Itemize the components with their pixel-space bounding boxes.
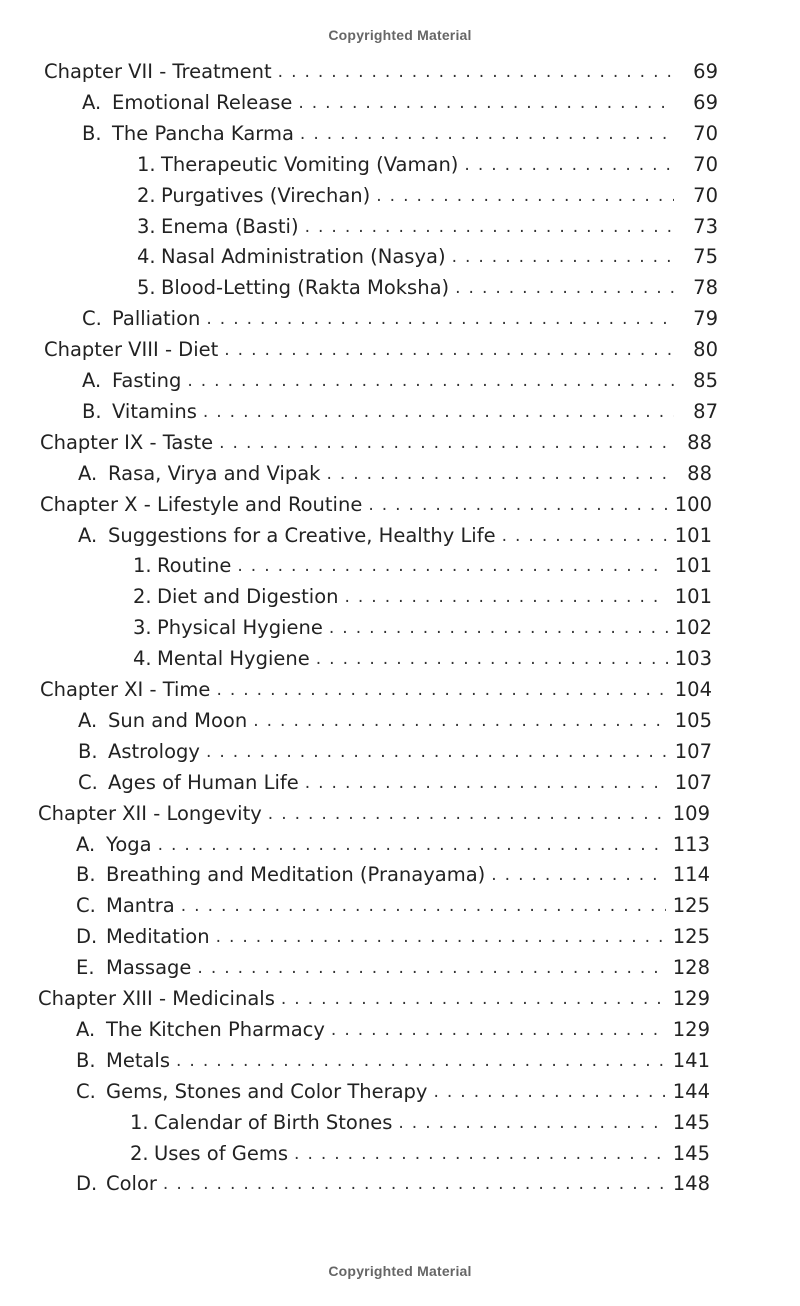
- toc-entry-page-number: 125: [666, 925, 710, 949]
- dot-leader: [368, 493, 668, 517]
- toc-entry-marker: D.: [76, 1172, 98, 1196]
- dot-leader: [219, 431, 668, 455]
- toc-entry-title: Routine: [157, 554, 232, 578]
- toc-entry-page-number: 128: [666, 956, 710, 980]
- toc-entry-page-number: 104: [668, 678, 712, 702]
- toc-entry: [40, 671, 712, 702]
- dot-leader: [298, 91, 674, 115]
- toc-entry: [76, 1073, 710, 1104]
- toc-entry-marker: A.: [76, 832, 96, 856]
- toc-entry-marker: B.: [76, 863, 96, 887]
- dot-leader: [281, 987, 666, 1011]
- toc-entry-title: Mental Hygiene: [157, 647, 310, 671]
- toc-entry-marker: B.: [76, 1048, 96, 1072]
- dot-leader: [216, 678, 668, 702]
- copyright-banner-top: Copyrighted Material: [328, 27, 472, 43]
- toc-entry-label: [137, 153, 464, 177]
- toc-entry-page-number: 70: [674, 184, 718, 208]
- dot-leader: [197, 956, 666, 980]
- toc-entry-label: [137, 184, 376, 208]
- toc-entry-title: Emotional Release: [112, 90, 293, 114]
- dot-leader: [464, 153, 674, 177]
- toc-entry-marker: 4.: [133, 647, 152, 671]
- toc-entry-title: Purgatives (Virechan): [161, 183, 371, 207]
- toc-entry-page-number: 78: [674, 276, 718, 300]
- toc-entry-label: [44, 60, 278, 84]
- toc-entry-label: [44, 338, 224, 362]
- toc-entry-title: Mantra: [106, 894, 175, 918]
- toc-entry-marker: D.: [76, 925, 98, 949]
- toc-entry-title: Chapter XI - Time: [40, 678, 211, 701]
- toc-entry-page-number: 109: [666, 802, 710, 826]
- dot-leader: [305, 771, 668, 795]
- toc-entry: [44, 53, 718, 84]
- toc-entry-marker: 1.: [137, 152, 156, 176]
- toc-entry-label: [82, 369, 187, 393]
- dot-leader: [216, 925, 666, 949]
- toc-entry-title: Chapter X - Lifestyle and Routine: [40, 492, 363, 516]
- toc-entry: [133, 547, 712, 578]
- toc-entry: [76, 826, 710, 857]
- toc-entry-marker: B.: [82, 399, 102, 423]
- dot-leader: [253, 709, 668, 733]
- toc-entry: [130, 1135, 710, 1166]
- dot-leader: [452, 245, 674, 269]
- toc-entry-page-number: 73: [674, 215, 718, 239]
- toc-entry: [76, 856, 710, 887]
- toc-entry: [82, 362, 718, 393]
- toc-entry-marker: A.: [78, 708, 98, 732]
- toc-entry: [137, 146, 718, 177]
- dot-leader: [176, 1049, 666, 1073]
- toc-entry-label: [78, 771, 305, 795]
- toc-entry: [133, 609, 712, 640]
- toc-entry-page-number: 102: [668, 616, 712, 640]
- toc-entry-page-number: 79: [674, 307, 718, 331]
- dot-leader: [237, 554, 668, 578]
- toc-entry-label: [133, 616, 329, 640]
- toc-entry-label: [82, 91, 298, 115]
- toc-entry-marker: B.: [82, 121, 102, 145]
- toc-entry-page-number: 101: [668, 554, 712, 578]
- toc-entry-title: Therapeutic Vomiting (Vaman): [161, 152, 459, 176]
- toc-entry-label: [82, 122, 300, 146]
- toc-entry: [76, 1165, 710, 1196]
- toc-entry-page-number: 141: [666, 1049, 710, 1073]
- toc-entry-label: [76, 1018, 331, 1042]
- toc-entry-label: [38, 987, 281, 1011]
- toc-entry-title: Uses of Gems: [154, 1141, 289, 1165]
- toc-entry-label: [76, 956, 197, 980]
- dot-leader: [158, 833, 666, 857]
- dot-leader: [305, 215, 674, 239]
- toc-entry-label: [137, 215, 305, 239]
- toc-entry-label: [38, 802, 268, 826]
- toc-entry-page-number: 70: [674, 122, 718, 146]
- toc-entry: [76, 949, 710, 980]
- dot-leader: [187, 369, 674, 393]
- toc-entry-title: Massage: [106, 956, 192, 980]
- toc-entry-page-number: 105: [668, 709, 712, 733]
- toc-entry: [78, 764, 712, 795]
- toc-entry-label: [82, 307, 206, 331]
- toc-entry-page-number: 69: [674, 60, 718, 84]
- toc-entry-label: [133, 554, 237, 578]
- toc-entry-title: Diet and Digestion: [157, 585, 339, 609]
- dot-leader: [294, 1142, 666, 1166]
- dot-leader: [331, 1018, 666, 1042]
- toc-entry-title: Chapter IX - Taste: [40, 430, 214, 454]
- toc-entry: [137, 208, 718, 239]
- toc-entry-label: [133, 647, 316, 671]
- toc-entry-page-number: 107: [668, 771, 712, 795]
- toc-entry-label: [76, 894, 181, 918]
- toc-entry: [133, 578, 712, 609]
- dot-leader: [206, 307, 674, 331]
- toc-entry-page-number: 88: [668, 462, 712, 486]
- toc-entry-page-number: 107: [668, 740, 712, 764]
- toc-entry: [76, 918, 710, 949]
- toc-entry: [44, 331, 718, 362]
- toc-entry: [78, 702, 712, 733]
- toc-entry-label: [76, 1080, 433, 1104]
- toc-entry-title: Meditation: [106, 925, 210, 949]
- toc-entry: [76, 1011, 710, 1042]
- toc-entry-label: [133, 585, 344, 609]
- toc-entry-label: [76, 925, 216, 949]
- dot-leader: [398, 1111, 666, 1135]
- toc-entry-title: Color: [106, 1172, 157, 1196]
- dot-leader: [163, 1172, 666, 1196]
- toc-entry-title: Chapter XII - Longevity: [38, 801, 262, 825]
- toc-entry-marker: A.: [78, 523, 98, 547]
- toc-entry-title: Physical Hygiene: [157, 616, 323, 640]
- dot-leader: [268, 802, 666, 826]
- toc-entry: [130, 1104, 710, 1135]
- toc-entry-marker: A.: [82, 369, 102, 392]
- toc-entry: [38, 980, 710, 1011]
- dot-leader: [329, 616, 668, 640]
- toc-entry: [137, 269, 718, 300]
- toc-entry-marker: A.: [78, 461, 98, 485]
- toc-entry-marker: C.: [76, 1079, 96, 1103]
- toc-entry-marker: C.: [78, 770, 98, 794]
- toc-entry-label: [76, 833, 158, 857]
- toc-entry-marker: 5.: [137, 276, 156, 300]
- toc-entry-page-number: 80: [674, 338, 718, 362]
- toc-entry: [76, 887, 710, 918]
- toc-entry-label: [40, 431, 219, 455]
- toc-entry-label: [130, 1111, 398, 1135]
- toc-entry-title: The Pancha Karma: [112, 121, 294, 145]
- toc-entry-marker: C.: [76, 894, 96, 918]
- toc-entry: [82, 115, 718, 146]
- toc-entry-title: Blood-Letting (Rakta Moksha): [161, 276, 450, 300]
- toc-entry-title: The Kitchen Pharmacy: [106, 1017, 325, 1041]
- toc-entry: [137, 177, 718, 208]
- toc-entry: [82, 300, 718, 331]
- dot-leader: [203, 400, 674, 424]
- toc-entry-page-number: 85: [674, 369, 718, 393]
- toc-entry-title: Rasa, Virya and Vipak: [108, 461, 321, 485]
- toc-entry-page-number: 101: [668, 585, 712, 609]
- toc-entry-marker: 4.: [137, 245, 156, 269]
- toc-entry-marker: A.: [76, 1017, 96, 1041]
- toc-entry-label: [137, 276, 455, 300]
- toc-entry-title: Sun and Moon: [108, 708, 248, 732]
- toc-entry-marker: 3.: [133, 616, 152, 640]
- dot-leader: [502, 524, 668, 548]
- toc-entry: [78, 455, 712, 486]
- toc-entry: [78, 733, 712, 764]
- toc-entry-label: [76, 1049, 176, 1073]
- toc-entry: [133, 640, 712, 671]
- dot-leader: [181, 894, 666, 918]
- toc-entry-label: [40, 493, 368, 517]
- dot-leader: [300, 122, 674, 146]
- toc-entry: [78, 517, 712, 548]
- toc-entry-title: Chapter VIII - Diet: [44, 338, 219, 362]
- toc-entry: [40, 486, 712, 517]
- toc-entry-label: [40, 678, 216, 702]
- toc-entry-title: Astrology: [108, 739, 200, 763]
- dot-leader: [206, 740, 668, 764]
- dot-leader: [491, 863, 666, 887]
- toc-entry-marker: 3.: [137, 214, 156, 238]
- toc-entry: [137, 238, 718, 269]
- toc-entry: [82, 393, 718, 424]
- toc-entry-title: Calendar of Birth Stones: [154, 1110, 393, 1134]
- toc-entry-page-number: 148: [666, 1172, 710, 1196]
- toc-entry-marker: 2.: [137, 183, 156, 207]
- toc-entry-page-number: 88: [668, 431, 712, 455]
- toc-entry-page-number: 75: [674, 245, 718, 269]
- toc-entry-title: Fasting: [112, 369, 182, 392]
- toc-entry-marker: B.: [78, 739, 98, 763]
- dot-leader: [326, 462, 668, 486]
- toc-entry-marker: 1.: [130, 1110, 149, 1134]
- toc-entry: [82, 84, 718, 115]
- toc-entry-page-number: 145: [666, 1142, 710, 1166]
- toc-entry-label: [130, 1142, 294, 1166]
- dot-leader: [433, 1080, 666, 1104]
- toc-entry-page-number: 101: [668, 524, 712, 548]
- toc-entry-page-number: 114: [666, 863, 710, 887]
- toc-entry-page-number: 87: [674, 400, 718, 424]
- toc-entry-page-number: 125: [666, 894, 710, 918]
- toc-entry-title: Chapter VII - Treatment: [44, 60, 272, 83]
- toc-entry-title: Ages of Human Life: [108, 770, 299, 794]
- toc-entry-page-number: 144: [666, 1080, 710, 1104]
- toc-entry-title: Metals: [106, 1048, 170, 1072]
- toc-entry-page-number: 145: [666, 1111, 710, 1135]
- toc-entry-marker: 2.: [133, 585, 152, 609]
- dot-leader: [344, 585, 668, 609]
- toc-entry-page-number: 69: [674, 91, 718, 115]
- toc-entry-label: [76, 1172, 163, 1196]
- dot-leader: [376, 184, 674, 208]
- toc-entry-title: Breathing and Meditation (Pranayama): [106, 863, 486, 887]
- toc-entry-page-number: 129: [666, 987, 710, 1011]
- toc-entry-title: Suggestions for a Creative, Healthy Life: [108, 523, 496, 547]
- toc-entry-label: [137, 245, 452, 269]
- toc-entry: [76, 1042, 710, 1073]
- toc-entry-title: Chapter XIII - Medicinals: [38, 987, 275, 1010]
- toc-entry-page-number: 100: [668, 493, 712, 517]
- toc-entry-label: [78, 740, 206, 764]
- toc-entry-label: [78, 709, 253, 733]
- toc-entry-page-number: 129: [666, 1018, 710, 1042]
- toc-entry-label: [78, 524, 502, 548]
- toc-entry-marker: 2.: [130, 1141, 149, 1165]
- toc-entry-title: Palliation: [112, 307, 201, 331]
- toc-entry-page-number: 113: [666, 833, 710, 857]
- toc-entry: [40, 424, 712, 455]
- toc-entry-title: Nasal Administration (Nasya): [161, 245, 446, 269]
- toc-entry-label: [76, 863, 491, 887]
- toc-entry-marker: C.: [82, 307, 102, 331]
- toc-entry-title: Enema (Basti): [161, 214, 299, 238]
- toc-entry-label: [82, 400, 203, 424]
- toc-entry-page-number: 70: [674, 153, 718, 177]
- toc-entry: [38, 795, 710, 826]
- toc-entry-title: Vitamins: [112, 399, 197, 423]
- toc-entry-marker: 1.: [133, 554, 152, 578]
- toc-entry-title: Yoga: [106, 832, 152, 856]
- toc-entry-marker: E.: [76, 956, 95, 980]
- dot-leader: [455, 276, 674, 300]
- toc-entry-page-number: 103: [668, 647, 712, 671]
- toc-entry-marker: A.: [82, 90, 102, 114]
- toc-entry-title: Gems, Stones and Color Therapy: [106, 1079, 428, 1103]
- dot-leader: [316, 647, 668, 671]
- dot-leader: [224, 338, 674, 362]
- toc-entry-label: [78, 462, 326, 486]
- copyright-banner-bottom: Copyrighted Material: [328, 1263, 472, 1279]
- dot-leader: [278, 60, 674, 84]
